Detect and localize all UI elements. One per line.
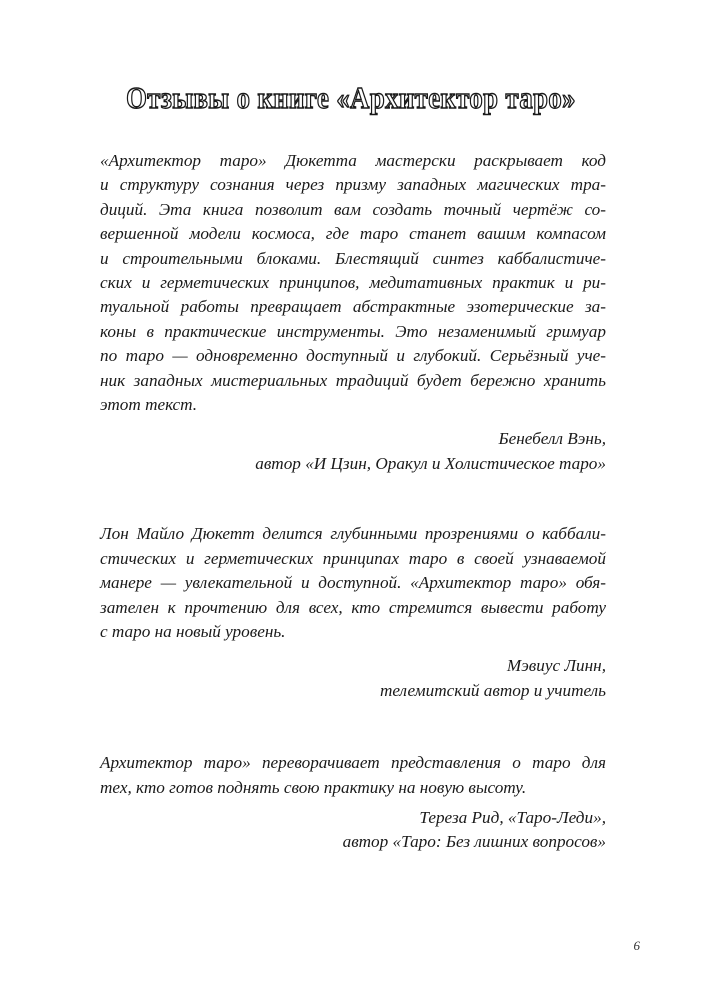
review-line: манере — увлекательной и доступной. «Архитектор таро» обя- xyxy=(100,573,606,593)
review-line: диций. Эта книга позволит вам создать точный чертёж со- xyxy=(100,199,606,219)
review-author: Мэвиус Линн, xyxy=(506,656,606,676)
review-author: Бенебелл Вэнь, xyxy=(498,429,606,449)
review-line: ник западных мистериальных традиций будет бережно хранить xyxy=(100,370,606,390)
page-number: 6 xyxy=(633,938,640,953)
review-line: Архитектор таро» переворачивает представления о таро для xyxy=(100,753,606,773)
reviews-content xyxy=(100,149,606,855)
review-line: «Архитектор таро» Дюкетта мастерски раскрывает код xyxy=(100,151,606,170)
review-author-role: телемитский автор и учитель xyxy=(379,680,606,700)
review-line: стических и герметических принципах таро в своей узнаваемой xyxy=(100,548,606,568)
review-line: коны в практические инструменты. Это незаменимый гримуар xyxy=(100,321,606,341)
review-line: туальной работы превращает абстрактные эзотерические за- xyxy=(100,297,606,317)
review-line: вершенной модели космоса, где таро станет вашим компасом xyxy=(100,224,606,244)
review-author-role: автор «И Цзин, Оракул и Холистическое таро» xyxy=(255,453,606,473)
review-line: и строительными блоками. Блестящий синтез каббалистиче- xyxy=(100,248,606,268)
review-3 xyxy=(100,751,606,855)
page-title: Отзывы о книге «Архитектор таро» xyxy=(126,80,576,115)
review-line: ских и герметических принципов, медитативных практик и ри- xyxy=(100,273,606,293)
review-1 xyxy=(100,149,606,476)
review-line: этот текст. xyxy=(100,395,198,415)
review-line: и структуру сознания через призму западных магических тра- xyxy=(100,175,606,195)
review-author: Тереза Рид, «Таро-Леди», xyxy=(419,807,606,827)
review-2 xyxy=(100,522,606,703)
review-line: Лон Майло Дюкетт делится глубинными прозрениями о каббали- xyxy=(100,524,606,544)
review-line: с таро на новый уровень. xyxy=(100,621,286,641)
review-line: тех, кто готов поднять свою практику на новую высоту. xyxy=(100,777,527,797)
review-line: зателен к прочтению для всех, кто стремится вывести работу xyxy=(100,597,606,617)
review-author-role: автор «Таро: Без лишних вопросов» xyxy=(342,832,606,852)
review-line: по таро — одновременно доступный и глубокий. Серьёзный уче- xyxy=(100,346,606,366)
